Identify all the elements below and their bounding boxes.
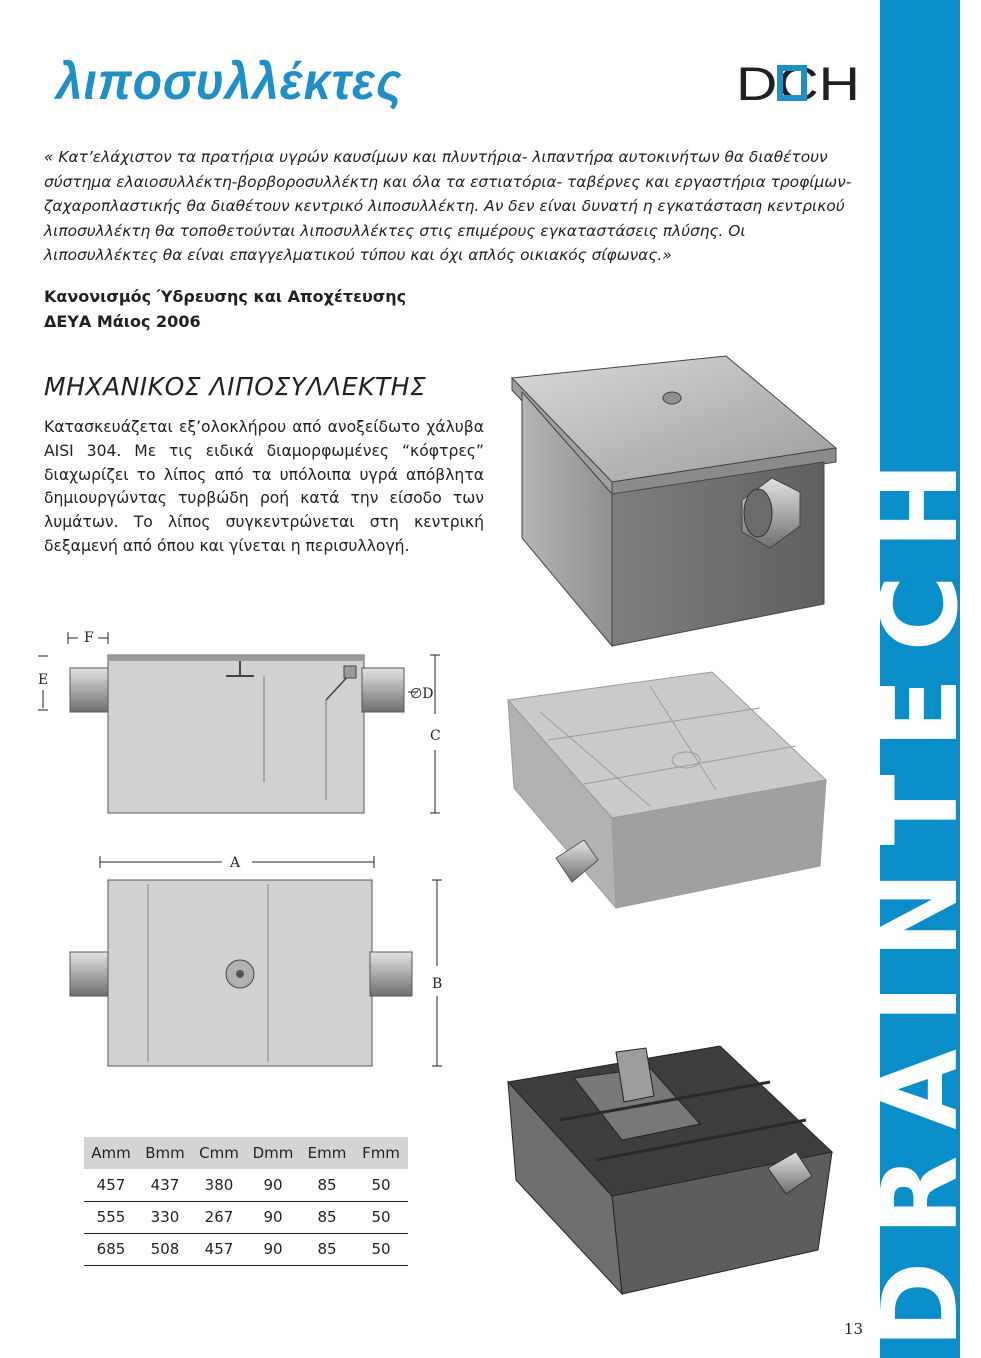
section-body: Κατασκευάζεται εξ’ολοκλήρου από ανοξείδωτο χάλυβα AISI 304. Με τις ειδικά διαμορφωμένες “κόφτρες” διαχωρίζει το λίπος από τα υπόλοιπα υγρά απόβλητα δημιουργώντας τυρβώδη ροή κατά την είσοδο των λυμάτων. Το λίπος συγκεντρώνεται στη κεντρική δεξαμενή από όπου και γίνεται η περισυλλογή. bbox=[44, 418, 484, 555]
table-cell: 267 bbox=[192, 1201, 246, 1233]
table-row bbox=[84, 1233, 408, 1265]
table-header-cell: Amm bbox=[84, 1137, 138, 1169]
table-header-cell: Bmm bbox=[138, 1137, 192, 1169]
section-title: ΜΗΧΑΝΙΚΟΣ ΛΙΠΟΣΥΛΛΕΚΤΗΣ bbox=[44, 372, 427, 401]
dimension-f-label: F bbox=[84, 630, 94, 646]
dimension-d-label: ∅D bbox=[410, 686, 434, 702]
table-cell: 380 bbox=[192, 1169, 246, 1201]
page-number: 13 bbox=[844, 1320, 864, 1338]
table-row bbox=[84, 1169, 408, 1201]
table-cell: 90 bbox=[246, 1233, 300, 1265]
regulation-title: Κανονισμός Ύδρευσης και Αποχέτευσης bbox=[44, 287, 407, 306]
logo-text: DCH bbox=[736, 57, 860, 110]
table-cell: 457 bbox=[84, 1169, 138, 1201]
dimension-b-label: B bbox=[432, 976, 443, 992]
regulation-source: ΔΕΥΑ Μάιος 2006 bbox=[44, 312, 201, 331]
tank-cutaway-render bbox=[508, 1046, 832, 1294]
table-cell: 685 bbox=[84, 1233, 138, 1265]
table-header-cell: Fmm bbox=[354, 1137, 408, 1169]
table-header-cell: Emm bbox=[300, 1137, 354, 1169]
sidebar-brand-text: DRAINTECH bbox=[859, 436, 981, 1348]
dimension-c-label: C bbox=[430, 728, 441, 744]
tank-wireframe-render bbox=[508, 672, 826, 908]
page-title: λιποσυλλέκτες bbox=[56, 53, 403, 111]
dimension-a-label: A bbox=[230, 855, 241, 871]
brand-sidebar bbox=[859, 0, 981, 1358]
table-cell: 457 bbox=[192, 1233, 246, 1265]
dimension-e-label: E bbox=[38, 672, 49, 688]
table-cell: 437 bbox=[138, 1169, 192, 1201]
table-cell: 85 bbox=[300, 1201, 354, 1233]
table-cell: 555 bbox=[84, 1201, 138, 1233]
table-cell: 90 bbox=[246, 1201, 300, 1233]
tank-closed-render bbox=[512, 356, 836, 646]
table-cell: 330 bbox=[138, 1201, 192, 1233]
table-header-cell: Cmm bbox=[192, 1137, 246, 1169]
table-cell: 50 bbox=[354, 1169, 408, 1201]
table-cell: 90 bbox=[246, 1169, 300, 1201]
table-cell: 508 bbox=[138, 1233, 192, 1265]
side-elevation-drawing bbox=[38, 630, 441, 813]
table-cell: 50 bbox=[354, 1233, 408, 1265]
table-cell: 85 bbox=[300, 1233, 354, 1265]
plan-view-drawing bbox=[70, 855, 442, 1066]
table-cell: 85 bbox=[300, 1169, 354, 1201]
table-row bbox=[84, 1201, 408, 1233]
table-header-row bbox=[84, 1137, 408, 1169]
dimensions-table bbox=[84, 1137, 408, 1266]
table-header-cell: Dmm bbox=[246, 1137, 300, 1169]
table-cell: 50 bbox=[354, 1201, 408, 1233]
regulation-quote: « Κατ’ελάχιστον τα πρατήρια υγρών καυσίμων και πλυντήρια- λιπαντήρα αυτοκινήτων θα διαθέτουν σύστημα ελαιοσυλλέκτη-βορβοροσυλλέκτη και όλα τα εστιατόρια- ταβέρνες και εργαστήρια τροφίμων- ζαχαροπλαστικής θα διαθέτουν κεντρικό λιποσυλλέκτη. Αν δεν είναι δυνατή η εγκατάσταση κεντρικού λιποσυλλέκτη θα τοποθετούνται λιποσυλλέκτες στις επιμέρους εγκαταστάσεις πλύσης. Οι λιποσυλλέκτες θα είναι επαγγελματικού τύπου και όχι απλός οικιακός σίφωνας.» bbox=[44, 148, 852, 264]
